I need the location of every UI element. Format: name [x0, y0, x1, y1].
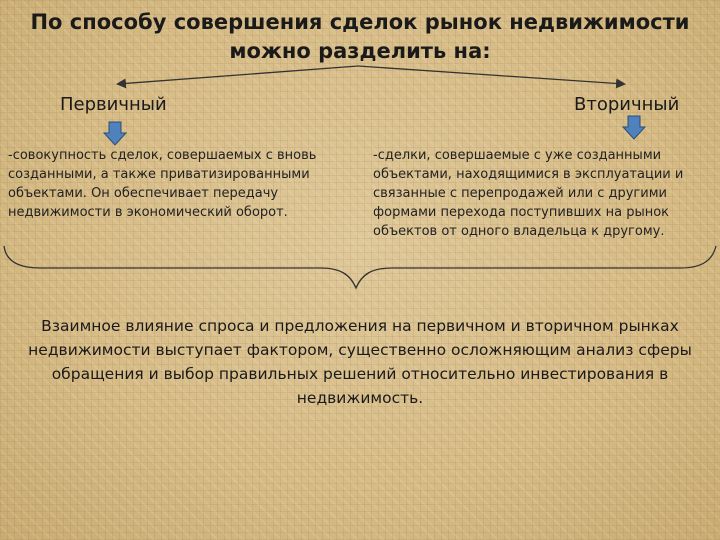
secondary-market-heading: Вторичный — [574, 94, 680, 115]
title-line-2: можно разделить на: — [229, 39, 491, 63]
curly-brace-icon — [4, 246, 716, 288]
left-branch-arrow — [118, 66, 358, 84]
secondary-market-description: -сделки, совершаемые с уже созданными объектами, находящимися в эксплуатации и связанные с перепродажей или с другими формами перехода поступивших на рынок объектов от одного владельца к другому. — [373, 148, 684, 239]
down-arrow-icon — [104, 122, 126, 145]
primary-market-description: -совокупность сделок, совершаемых с вновь созданными, а также приватизированными объектами. Он обеспечивает передачу недвижимости в экономический оборот. — [8, 148, 317, 220]
title-line-1: По способу совершения сделок рынок недвижимости — [30, 10, 690, 34]
right-branch-arrow — [358, 66, 624, 84]
summary-text: Взаимное влияние спроса и предложения на первичном и вторичном рынках недвижимости выступает фактором, существенно осложняющим анализ сферы обращения и выбор правильных решений относительно инвестирования в недвижимость. — [28, 317, 692, 407]
primary-market-heading: Первичный — [60, 94, 167, 115]
split-arrow-icon — [118, 66, 624, 84]
down-arrow-icon — [623, 116, 645, 139]
